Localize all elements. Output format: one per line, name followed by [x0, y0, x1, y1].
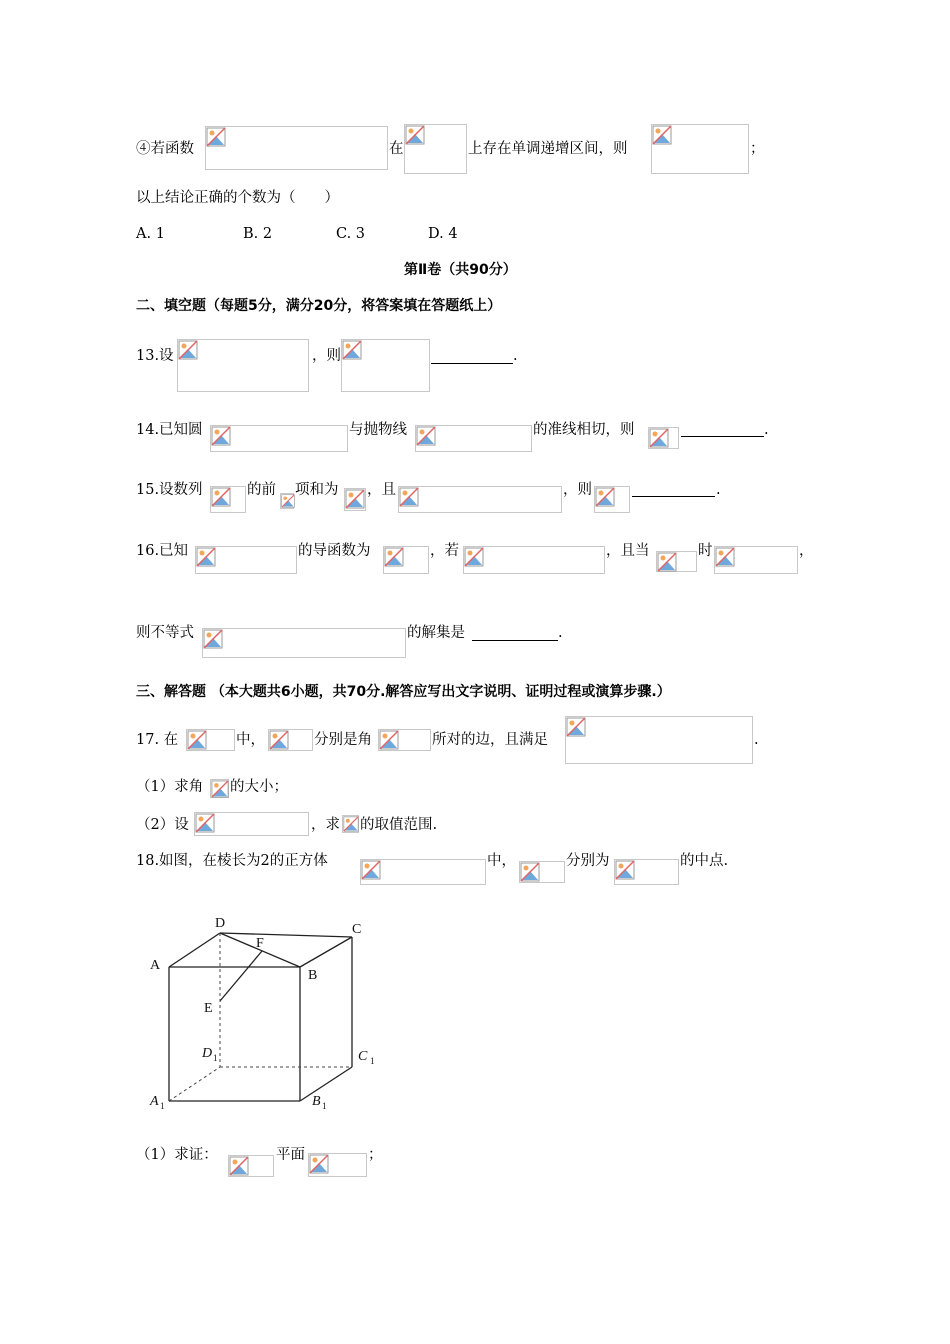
q13-text2: ，则	[312, 348, 341, 364]
broken-image-icon	[649, 428, 669, 448]
q15-text1: 15.设数列	[136, 482, 203, 498]
label-A1: A	[150, 1094, 159, 1109]
label-F: F	[256, 936, 264, 951]
label-B1: B	[312, 1094, 321, 1109]
formula-image	[341, 339, 430, 392]
cube-figure	[140, 905, 380, 1120]
broken-image-icon	[384, 547, 404, 567]
answer-blank	[681, 436, 764, 437]
label-E: E	[204, 1001, 213, 1016]
q17-sub2-text1: （2）设	[136, 817, 189, 833]
section3-title: 三、解答题 （本大题共6小题，共70分.解答应写出文字说明、证明过程或演算步骤.）	[136, 684, 671, 700]
formula-image	[594, 486, 630, 513]
label-D: D	[215, 916, 226, 931]
q16-text1: 16.已知	[136, 543, 189, 559]
broken-image-icon	[595, 487, 615, 507]
broken-image-icon	[657, 552, 677, 572]
label-A: A	[150, 958, 161, 973]
q18-text3: 分别为	[566, 853, 610, 869]
answer-blank	[472, 640, 558, 641]
q16-text8: 的解集是	[407, 625, 465, 641]
formula-image	[210, 425, 348, 452]
label-B1-sub: 1	[322, 1101, 327, 1111]
q17-text2: 中，	[236, 732, 265, 748]
edge-A1D1	[169, 1067, 220, 1101]
label-D1-sub: 1	[213, 1053, 218, 1063]
q16-text3: ，若	[430, 543, 459, 559]
q17-sub1-text1: （1）求角	[136, 779, 204, 795]
edge-EF	[220, 951, 262, 1001]
formula-image	[194, 812, 309, 836]
formula-image	[360, 859, 486, 885]
q16-text7: 则不等式	[136, 625, 194, 641]
q16-text4: ，且当	[606, 543, 650, 559]
formula-image	[280, 493, 294, 509]
label-C: C	[352, 922, 362, 937]
q14-text3: 的准线相切，则	[533, 422, 635, 438]
broken-image-icon	[342, 340, 362, 360]
broken-image-icon	[615, 860, 635, 880]
broken-image-icon	[229, 1156, 249, 1176]
q17-text4: 所对的边，且满足	[432, 732, 548, 748]
formula-image	[186, 729, 235, 751]
broken-image-icon	[203, 629, 223, 649]
formula-image	[177, 339, 309, 392]
label-A1-sub: 1	[160, 1101, 165, 1111]
broken-image-icon	[405, 125, 425, 145]
broken-image-icon	[566, 717, 586, 737]
formula-image	[228, 1155, 274, 1177]
q16-text6: ，	[799, 543, 814, 559]
formula-image	[308, 1153, 367, 1177]
q18-text2: 中，	[487, 853, 516, 869]
q14-text1: 14.已知圆	[136, 422, 203, 438]
q15-text6: .	[716, 482, 721, 498]
broken-image-icon	[345, 489, 365, 509]
broken-image-icon	[379, 730, 399, 750]
q15-text2: 的前	[247, 482, 276, 498]
q17-sub2-text2: ，求	[311, 817, 340, 833]
q17-text5: .	[754, 732, 759, 748]
part2-title: 第Ⅱ卷（共90分）	[404, 262, 517, 278]
q17-sub2-text3: 的取值范围.	[360, 817, 438, 833]
broken-image-icon	[309, 1154, 329, 1174]
q17-text1: 17. 在	[136, 732, 179, 748]
formula-image	[519, 861, 565, 883]
broken-image-icon	[361, 860, 381, 880]
q-prev-item4-text1: ④若函数	[136, 141, 194, 157]
formula-image	[344, 488, 366, 511]
formula-image	[614, 859, 679, 885]
broken-image-icon	[178, 340, 198, 360]
q17-sub1-text2: 的大小；	[230, 779, 288, 795]
broken-image-icon	[715, 547, 735, 567]
q-prev-item4-text3: 上存在单调递增区间，则	[468, 141, 628, 157]
broken-image-icon	[211, 780, 229, 798]
label-D1: D	[202, 1046, 213, 1061]
formula-image	[463, 546, 605, 574]
broken-image-icon	[187, 730, 207, 750]
formula-image	[210, 486, 246, 513]
formula-image	[205, 126, 388, 170]
q-prev-item4-text4: ；	[750, 141, 765, 157]
label-C1-sub: 1	[370, 1056, 375, 1066]
q17-text3: 分别是角	[314, 732, 372, 748]
broken-image-icon	[464, 547, 484, 567]
broken-image-icon	[520, 862, 540, 882]
formula-image	[383, 546, 429, 574]
formula-image	[268, 729, 313, 751]
broken-image-icon	[211, 426, 231, 446]
q14-text2: 与抛物线	[349, 422, 407, 438]
q13-text1: 13.设	[136, 348, 174, 364]
formula-image	[656, 551, 697, 572]
formula-image	[210, 779, 229, 798]
q16-text9: .	[558, 625, 563, 641]
formula-image	[714, 546, 798, 574]
answer-blank	[632, 496, 715, 497]
broken-image-icon	[195, 813, 215, 833]
q15-text3: 项和为	[295, 482, 339, 498]
option-b: B. 2	[243, 226, 273, 242]
formula-image	[195, 546, 297, 574]
option-a: A. 1	[136, 226, 165, 242]
q13-text3: .	[513, 348, 518, 364]
q-prev-item4-text2: 在	[389, 141, 404, 157]
answer-blank	[431, 363, 513, 364]
q16-text5: 时	[698, 543, 713, 559]
option-d: D. 4	[428, 226, 458, 242]
formula-image	[404, 124, 467, 174]
formula-image	[342, 815, 359, 833]
q16-text2: 的导函数为	[298, 543, 371, 559]
q18-sub1-text2: 平面	[276, 1147, 305, 1163]
label-B: B	[308, 968, 318, 983]
q18-text4: 的中点.	[680, 853, 729, 869]
formula-image	[565, 716, 753, 764]
broken-image-icon	[211, 487, 231, 507]
broken-image-icon	[206, 127, 226, 147]
broken-image-icon	[652, 125, 672, 145]
q18-sub1-text1: （1）求证：	[136, 1147, 218, 1163]
section2-title: 二、填空题（每题5分，满分20分，将答案填在答题纸上）	[136, 298, 502, 314]
broken-image-icon	[416, 426, 436, 446]
q18-sub1-text3: ；	[368, 1147, 383, 1163]
q15-text4: ，且	[367, 482, 396, 498]
q-prev-stem: 以上结论正确的个数为（ ）	[136, 190, 339, 206]
broken-image-icon	[196, 547, 216, 567]
formula-image	[202, 628, 406, 658]
broken-image-icon	[399, 487, 419, 507]
q18-text1: 18.如图，在棱长为2的正方体	[136, 853, 328, 869]
label-C1: C	[358, 1049, 368, 1064]
q14-text4: .	[764, 422, 769, 438]
broken-image-icon	[269, 730, 289, 750]
edge-B1C1	[300, 1067, 352, 1101]
formula-image	[648, 427, 679, 449]
q15-text5: ，则	[563, 482, 592, 498]
broken-image-icon	[281, 494, 295, 508]
edge-AD	[169, 933, 220, 967]
broken-image-icon	[343, 816, 359, 832]
formula-image	[378, 729, 431, 751]
option-c: C. 3	[336, 226, 366, 242]
formula-image	[651, 124, 749, 174]
formula-image	[415, 425, 532, 452]
formula-image	[398, 486, 562, 513]
edge-DC	[220, 933, 352, 937]
edge-BC	[300, 937, 352, 967]
